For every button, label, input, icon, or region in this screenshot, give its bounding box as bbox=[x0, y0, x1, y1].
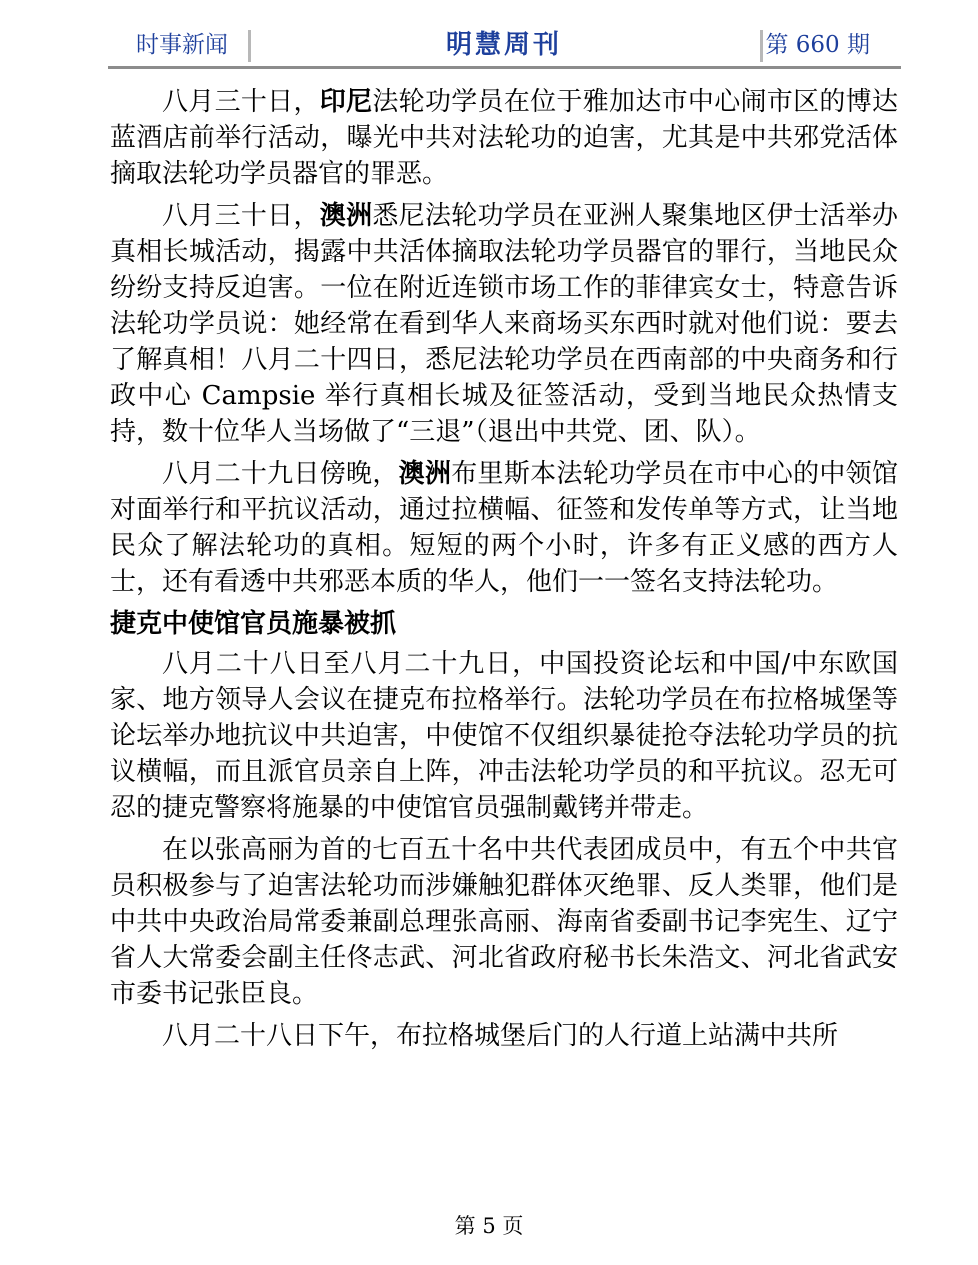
paragraph-text: 悉尼法轮功学员在亚洲人聚集地区伊士活举办真相长城活动，揭露中共活体摘取法轮功学员器官的罪行，当地民众纷纷支持反迫害。一位在附近连锁市场工作的菲律宾女士，特意告诉法轮功学员说：她经常在看到华人来商场买东西时就对他们说：要去了解真相！八月二十四日，悉尼法轮功学员在西南部的中央商务和行政中心 Campsie 举行真相长城及征签活动，受到当地民众热情支持，数十位华人当场做了“三退”（退出中共党、团、队）。 bbox=[110, 201, 898, 447]
paragraph-lead: 八月三十日， bbox=[162, 87, 320, 117]
page-number: 第 5 页 bbox=[454, 1214, 524, 1238]
country-highlight: 印尼 bbox=[319, 87, 373, 117]
country-highlight: 澳洲 bbox=[319, 201, 373, 231]
paragraph-lead: 八月二十九日傍晚， bbox=[162, 459, 399, 489]
paragraph-text: 布里斯本法轮功学员在市中心的中领馆对面举行和平抗议活动，通过拉横幅、征签和发传单等方式，让当地民众了解法轮功的真相。短短的两个小时，许多有正义感的西方人士，还有看透中共邪恶本质的华人，他们一一签名支持法轮功。 bbox=[110, 459, 898, 597]
header-section-label: 时事新闻 bbox=[136, 32, 228, 58]
paragraph-officials: 在以张高丽为首的七百五十名中共代表团成员中，有五个中共官员积极参与了迫害法轮功而涉嫌触犯群体灭绝罪、反人类罪，他们是中共中央政治局常委兼副总理张高丽、海南省委副书记李宪生、辽宁省人大常委会副主任佟志武、河北省政府秘书长朱浩文、河北省武安市委书记张臣良。 bbox=[110, 835, 898, 1009]
article-body bbox=[110, 84, 898, 1060]
paragraph-prague-forum: 八月二十八日至八月二十九日，中国投资论坛和中国/中东欧国家、地方领导人会议在捷克布拉格举行。法轮功学员在布拉格城堡等论坛举办地抗议中共迫害，中使馆不仅组织暴徒抢夺法轮功学员的抗议横幅，而且派官员亲自上阵，冲击法轮功学员的和平抗议。忍无可忍的捷克警察将施暴的中使馆官员强制戴铐并带走。 bbox=[110, 649, 898, 823]
paragraph-indonesia bbox=[110, 84, 898, 192]
paragraph-prague-castle: 八月二十八日下午，布拉格城堡后门的人行道上站满中共所 bbox=[162, 1021, 839, 1051]
header-publication-title: 明慧周刊 bbox=[445, 30, 562, 60]
header-issue-number: 第 660 期 bbox=[765, 32, 870, 58]
country-highlight: 澳洲 bbox=[398, 459, 452, 489]
header-divider-right bbox=[760, 30, 763, 62]
section-heading: 捷克中使馆官员施暴被抓 bbox=[110, 609, 397, 639]
paragraph-brisbane bbox=[110, 456, 898, 600]
paragraph-text: 法轮功学员在位于雅加达市中心闹市区的博达蓝酒店前举行活动，曝光中共对法轮功的迫害，尤其是中共邪党活体摘取法轮功学员器官的罪恶。 bbox=[110, 87, 898, 189]
paragraph-sydney bbox=[110, 198, 898, 450]
paragraph-lead: 八月三十日， bbox=[162, 201, 320, 231]
page-header bbox=[108, 22, 900, 68]
header-rule bbox=[108, 66, 901, 69]
